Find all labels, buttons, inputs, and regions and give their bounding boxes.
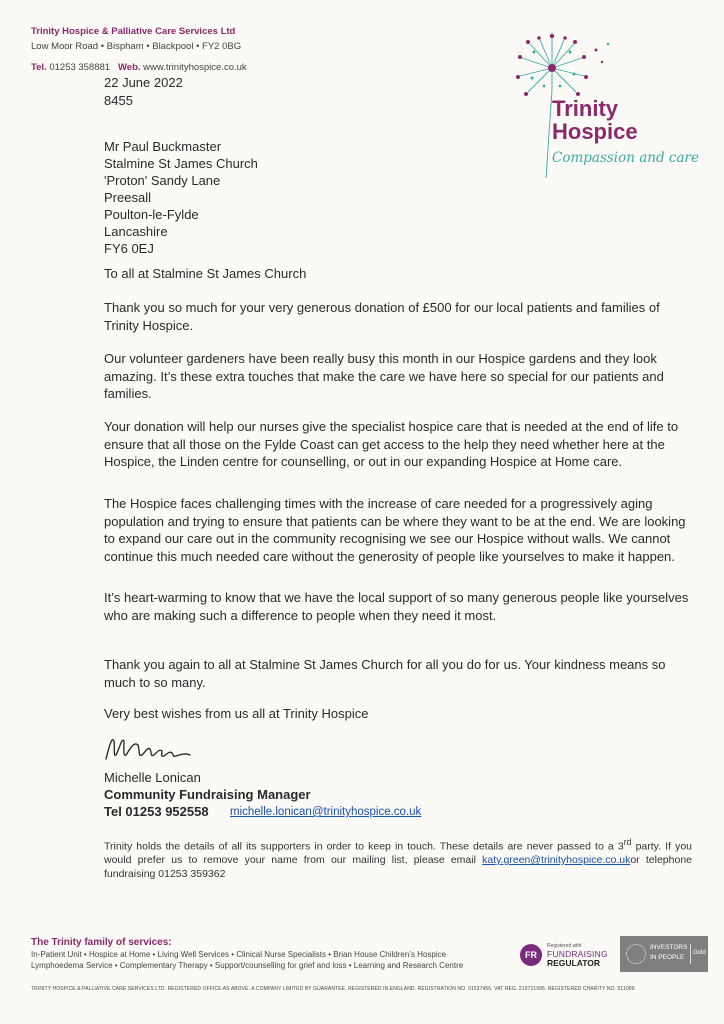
address-line: 'Proton' Sandy Lane [104,173,221,188]
logo-tagline: Compassion and care [552,150,699,166]
body-paragraph: The Hospice faces challenging times with the increase of care needed for a progressively aging population and trying to ensure that patients can be where they want to be at the end. We are looking to expand our care out in the community recognising we see our Hospice without walls. We cannot continue this much needed care without the generosity of people like yourselves to make it happen. [104,496,686,564]
iip-ring-icon [626,944,646,964]
investors-in-people-badge [620,936,708,972]
address-line: FY6 0EJ [104,241,154,256]
signatory-title: Community Fundraising Manager [104,787,311,802]
services-heading: The Trinity family of services: [31,937,172,948]
tel-label: Tel. [31,62,47,73]
org-address: Low Moor Road • Bispham • Blackpool • FY2 0BG [31,41,242,52]
privacy-text-1: Trinity holds the details of all its supporters in order to keep in touch. These details are never passed to a 3 [104,840,624,853]
fr-line-1: FUNDRAISING [547,949,608,959]
iip-divider [690,944,691,964]
logo-line-2: Hospice [552,119,638,144]
address-line: Stalmine St James Church [104,156,258,171]
fr-mark-icon: FR [520,944,542,966]
org-contact [31,62,247,73]
org-web: www.trinityhospice.co.uk [143,62,247,73]
address-line: Poulton-le-Fylde [104,207,199,222]
closing-line: Very best wishes from us all at Trinity Hospice [104,706,369,721]
org-tel: 01253 358881 [49,62,111,73]
logo-line-1: Trinity [552,96,619,121]
services-line-1: In-Patient Unit • Hospice at Home • Living Well Services • Clinical Nurse Specialists • Brian House Children’s Hospice [31,950,447,959]
privacy-text-2: party. If you would prefer us to remove your name from our mailing list, please email [104,840,692,866]
privacy-text-3: or telephone fundraising 01253 359362 [104,854,692,880]
letter-reference: 8455 [104,93,133,108]
address-line: Preesall [104,190,151,205]
fundraising-regulator-badge [520,940,616,972]
iip-level: Gold [693,950,706,956]
body-paragraph: It’s heart-warming to know that we have the local support of so many generous people like yourselves who are making such a difference to people when they need it most. [104,590,689,623]
privacy-sup: rd [623,837,632,847]
signatory-email-link[interactable]: michelle.lonican@trinityhospice.co.uk [230,806,422,818]
logo-wordmark [552,97,638,143]
signatory-tel: Tel 01253 952558 [104,804,209,819]
web-label: Web. [118,62,141,73]
salutation: To all at Stalmine St James Church [104,266,307,281]
privacy-email-link[interactable]: katy.green@trinityhospice.co.uk [482,854,631,866]
body-paragraph: Our volunteer gardeners have been really busy this month in our Hospice gardens and they look amazing. It’s these extra touches that make the care we have here so special for our patients and families. [104,351,664,401]
recipient-address [104,138,258,257]
legal-footer: TRINITY HOSPICE & PALLIATIVE CARE SERVICES LTD. REGISTERED OFFICE AS ABOVE. A COMPANY LIMITED BY GUARANTEE. REGISTERED IN ENGLAND. REGISTRATION NO. 01537456. VAT REG. 219721995. REGISTERED CHARITY NO. 511009. [31,986,636,992]
body-paragraph: Thank you so much for your very generous donation of £500 for our local patients and families of Trinity Hospice. [104,300,660,333]
body-paragraph: Thank you again to all at Stalmine St James Church for all you do for us. Your kindness means so much to so many. [104,657,666,690]
address-line: Mr Paul Buckmaster [104,139,222,154]
org-name: Trinity Hospice & Palliative Care Services Ltd [31,26,236,37]
iip-line-1: INVESTORS [650,944,688,951]
handwritten-signature-icon [104,729,204,769]
iip-line-2: IN PEOPLE [650,954,685,961]
fr-line-2: REGULATOR [547,958,601,968]
privacy-notice [104,836,692,881]
body-paragraph: Your donation will help our nurses give the specialist hospice care that is needed at the end of life to ensure that all those on the Fylde Coast can get access to the help they need whether here at the Hospice, the Linden centre for counselling, or out in our expanding Hospice at Home care. [104,419,679,469]
signatory-name: Michelle Lonican [104,770,201,785]
letter-date: 22 June 2022 [104,75,183,90]
services-line-2: Lymphoedema Service • Complementary Therapy • Support/counselling for grief and loss • Learning and Research Centre [31,961,464,970]
address-line: Lancashire [104,224,168,239]
fr-small-text: Registered with [547,943,582,949]
